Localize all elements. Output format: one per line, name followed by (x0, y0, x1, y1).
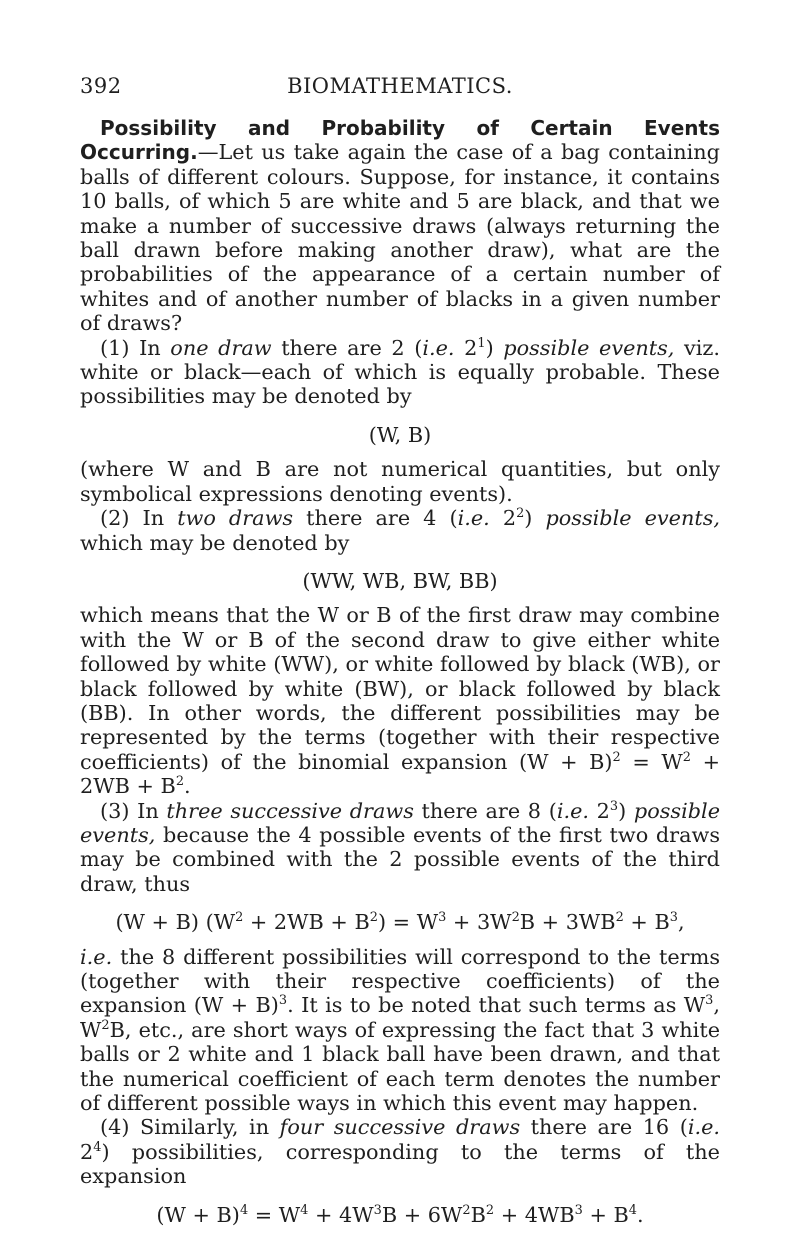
formula-two-draws: (WW, WB, BW, BB) (302, 568, 498, 593)
text-run: (1) In (100, 335, 171, 360)
italic-abbrev: i.e. (422, 335, 455, 360)
text-run: which may be denoted by (80, 530, 350, 555)
superscript: 3 (609, 798, 619, 814)
text-run: (3) In (100, 798, 167, 823)
text-run: there are 16 ( (520, 1115, 688, 1140)
text-run: = W (248, 1202, 301, 1227)
text-run: 2 (454, 335, 478, 360)
italic-term: possible events, (80, 798, 721, 847)
text-run: B + 6W (381, 1202, 463, 1227)
text-run: ) = W (377, 910, 439, 935)
italic-term: one draw (170, 335, 272, 360)
italic-term: two draws (177, 506, 294, 531)
page-number: 392 (80, 74, 122, 98)
superscript: 3 (669, 910, 678, 926)
paragraph-two-draws (80, 506, 720, 555)
formula-four-draws (80, 1203, 720, 1227)
text-run: 2 (80, 1139, 94, 1164)
text-run: + 4WB (494, 1202, 575, 1227)
italic-term: four successive draws (279, 1115, 521, 1140)
text-run: there are 4 ( (293, 506, 458, 531)
text-run: + 3W (446, 910, 512, 935)
text-run: (2) In (100, 506, 178, 531)
superscript: 2 (485, 1202, 495, 1218)
paragraph-three-draws (80, 799, 720, 897)
page-header (80, 74, 720, 104)
page-body (80, 116, 720, 1237)
text-run: + 2WB + B (243, 910, 370, 935)
superscript: 4 (239, 1202, 249, 1218)
text-run: ) (485, 335, 504, 360)
paragraph-one-draw (80, 336, 720, 409)
text-run: B + 3WB (519, 910, 616, 935)
superscript: 2 (682, 749, 691, 765)
superscript: 3 (438, 910, 447, 926)
italic-abbrev: i.e. (457, 506, 490, 531)
text-run: ) (618, 798, 634, 823)
superscript: 2 (369, 910, 378, 926)
text-run: B (470, 1202, 486, 1227)
superscript: 2 (462, 1202, 471, 1218)
text-run: , (677, 910, 685, 935)
italic-term: possible events, (503, 335, 675, 360)
superscript: 2 (235, 910, 244, 926)
text-run: . (636, 1202, 644, 1227)
superscript: 2 (101, 1017, 110, 1033)
text-run: + 2WB + B (80, 749, 720, 799)
text-run: . (184, 774, 191, 799)
section-intro-paragraph (80, 116, 720, 336)
superscript: 2 (612, 749, 621, 765)
italic-abbrev: i.e. (687, 1115, 720, 1140)
text-run: viz. white or black—each of which is equally probable. These possibilities may be denoted by (80, 335, 720, 409)
italic-abbrev: i.e. (556, 798, 590, 823)
text-run: there are 2 ( (271, 335, 423, 360)
text-run: (W + B) (156, 1202, 240, 1227)
text-run: 2 (589, 798, 610, 823)
text-run: 2 (489, 506, 517, 531)
text-run: B, etc., are short ways of expressing the fact that 3 white balls or 2 white and 1 black ball have been drawn, and that the numerical coefficient of each term denotes the number of different possible ways in which this event may happen. (80, 1017, 720, 1116)
text-run: = W (620, 749, 683, 774)
paragraph-symbolical-note: (where W and B are not numerical quantities, but only symbolical expressions denoting events). (80, 457, 720, 506)
text-run: which means that the W or B of the first draw may combine with the W or B of the second draw to give either white followed by white (WW), or white followed by black (WB), or black followed by white (BW), or black followed by black (BB). In other words, the different possibilities may be represented by the terms (together with their respective coefficients) of the binomial expansion (W + B) (80, 603, 720, 774)
text-run: the 8 different possibilities will correspond to the terms (together with their respective coefficients) of the expansion (W + B) (80, 944, 720, 1018)
text-run: . It is to be noted that such terms as W (287, 993, 706, 1018)
text-run: there are 8 ( (413, 798, 557, 823)
running-head: BIOMATHEMATICS. (287, 74, 513, 98)
paragraph-expansion-note (80, 945, 720, 1116)
formula-one-draw: (W, B) (368, 422, 432, 447)
text-run: + B (582, 1202, 629, 1227)
paragraph-binomial-explanation (80, 603, 720, 798)
superscript: 2 (615, 910, 624, 926)
superscript: 4 (628, 1202, 637, 1218)
superscript: 2 (511, 910, 520, 926)
paragraph-four-draws (80, 1115, 720, 1188)
text-run: , W (80, 993, 720, 1042)
superscript: 3 (705, 993, 714, 1009)
italic-term: possible events, (545, 506, 721, 531)
text-run: ) possibilities, corresponding to the terms of the expansion (80, 1139, 720, 1189)
text-run: (4) Similarly, in (100, 1115, 280, 1140)
superscript: 2 (516, 506, 525, 522)
superscript: 4 (300, 1202, 309, 1218)
text-run: because the 4 possible events of the first two draws may be combined with the 2 possible events of the third draw, thus (80, 822, 720, 896)
formula-three-draws (80, 910, 720, 934)
superscript: 2 (175, 774, 185, 790)
superscript: 3 (373, 1202, 382, 1218)
section-title: Possibility and Probability of Certain Events Occurring. (80, 116, 720, 165)
superscript: 1 (477, 335, 486, 351)
section-intro-text: —Let us take again the case of a bag containing balls of different colours. Suppose, for instance, it contains 10 balls, of which 5 are white and 5 are black, and that we make a number of successive draws (always returning the ball drawn before making another draw), what are the probabilities of the appearance of a certain number of whites and of another number of blacks in a given number of draws? (80, 140, 720, 336)
text-run: ) (524, 506, 546, 531)
text-run: + B (623, 910, 670, 935)
text-run: + 4W (308, 1202, 374, 1227)
text-run: (W + B) (W (115, 910, 236, 935)
superscript: 3 (574, 1202, 583, 1218)
superscript: 3 (278, 993, 288, 1009)
italic-abbrev: i.e. (80, 944, 113, 969)
superscript: 4 (93, 1139, 102, 1155)
italic-term: three successive draws (166, 798, 414, 823)
